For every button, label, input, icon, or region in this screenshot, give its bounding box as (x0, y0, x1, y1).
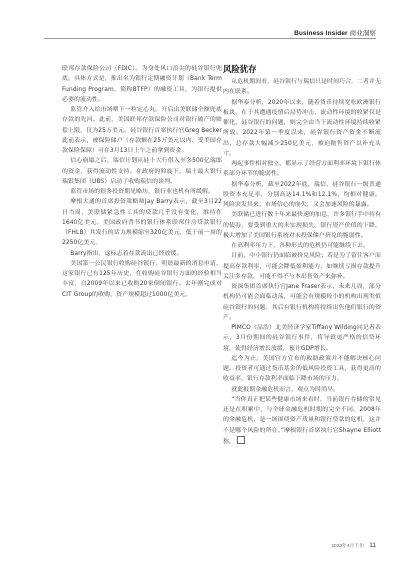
body-paragraph: 目前，中小银行仍面临被挤兑风险；若是为了留住客户而提高存款利率，可能会降低盈利能力；如继续亏损存款提升关注多存款，可能不得不与本出售资产来弥补。 (223, 253, 381, 280)
body-paragraph: 监管介入给市场喂下一粒定心丸。开启由美联储全额兜底存款的先河。此前，美国联邦存款保险公司对银行破产的赔偿上限，仅为25万美元。硅谷银行首席执行官Greg Becker此前表示，被保险储户（存款额在25万美元以内、受美国存款保险保障）可在3月13日上午之前拿到资金。 (62, 107, 222, 154)
body-paragraph: 迄今为止，美国官方宣布的救助政策并不能解决核心问题。投资者可通过货币基金的低风险投资工具，获得更高的收益率，银行存款利率面临下降市场的压力。 (223, 355, 381, 383)
issue-date: 2023年4月下旬 (331, 544, 364, 549)
left-column (62, 64, 222, 544)
body-paragraph: 监管市场的很多投资期见略坊，银行业也机有所缓解。 (70, 189, 215, 195)
section-label (294, 28, 376, 37)
page-number: 11 (369, 542, 376, 549)
body-paragraph: 摩根大通的首席投资策略师Jay Barry表示，截至3月22日当周，美联储紧急性工具的贷款几乎没有变化，维持在1640亿美元。美国政府背书的银行体系联邦住房贷款银行（FHLB）其发行的话力规模缩至320亿美元，低于前一周的2250亿美元。 (62, 199, 222, 247)
page-footer (331, 542, 376, 549)
body-paragraph: 联邦存款保险公司（FDIC）。为身处风口浪尖的硅谷银行兜底。具体方式是，推出名为银行定期融资计划（Bank Term Funding Program，简称BTFP）的融资工具，为银行提供必要的流动性。 (62, 66, 222, 103)
body-paragraph: 美联储已进行数十年来最快速的加息，许多银行手中持有的债券，要受到重大的未实现损失。银行资产价值的下降，极大增加了美国银行系统对未投保储户挤兑的脆弱性。 (223, 212, 381, 239)
body-paragraph: 资深集团首席执行官Jane Fraser表示，未来几周，部分机构仍可能会面临动荡，可能会有规模较小的机构出现类似硅谷银行的问题。其后有银行机构将持续出售他们银行的资产。 (223, 284, 381, 321)
section-heading: 风险犹存 (223, 64, 257, 74)
body-paragraph (223, 395, 381, 447)
body-paragraph: 在高利率压力下，各种形式的危机仍可能继续下去。 (231, 243, 370, 249)
body-paragraph: 两起事件相对独立，都显示了经营方面利率环境下银行体系部分环节的脆弱性。 (223, 161, 381, 178)
closing-paragraph-text: “当你真正把某些健康市场来看时，当前银行存储的常见还是在积累中，与全球金融危机时期的完全不同。2008年的金融危机，是一场围绕资产质量和银行贷款的危机，这并不是哪个风险的所在。”摩根银行首席执行官Shayne Elliott称。 (223, 396, 381, 445)
body-paragraph: Barry指出，这标志着存款流出已经放缓。 (70, 250, 183, 257)
body-paragraph: 美国第一公民银行收购硅谷银行，明晨最新的消息申请，这家银行已有125年历史，在收购硅谷银行方面的经验相当丰富，自2009年以来已收购20家倒闭银行。去年刚完成对CIT Group的收购，资产规模超过1000亿美元。 (62, 260, 222, 298)
header-rule (44, 38, 376, 39)
body-paragraph: 从危机期间看，硅谷银行与瑞信只是时间巧合，二者并无内在联系。 (223, 79, 381, 96)
body-paragraph: 就此报期金融危机而言，观点为时尚早。 (231, 386, 340, 393)
magazine-brand: Business Insider (294, 30, 348, 37)
body-paragraph: 据华泰分析，2020年以来，随着货币持续宽松欧洲银行板块，在于其遭遇疫情后局势冲击、流动性环境的收紧仅是催化，硅谷银行的问题，则完全由当下流动性环境持续收紧所致。2022年第一季度以来，硅谷银行资产资金不断流出，总存款大幅减少250亿美元，被迫抛售资产以补充头寸。 (223, 99, 381, 157)
section-name: 商业洞察 (349, 30, 376, 37)
article-end-icon (237, 436, 245, 444)
page-header (0, 0, 420, 40)
right-column (223, 64, 381, 544)
body-paragraph: 据华泰分析，截至2022年底，瑞信、硅谷银行一级普通股资本充足率，分别高达14.1%和12.1%，均相对健康。风险突发其来，市场信心的崩失，又会加速风险的暴露。 (223, 181, 381, 208)
body-paragraph: 信心崩塌之后，瑞信计划从硅十大行借入至多500亿瑞郎的资金，获得流动性支持。在政府的斡旋下，瑞士最大银行瑞银集团（UBS）启动了收购瑞信的谈判。 (62, 158, 222, 185)
body-paragraph: PIMCO（品浩）北美经济学家Tiffany Wilding同记者表示，3月份期间的硅谷银行事件，将导致更严格的信贷环境，使得经济增长放缓，预计GDP增长。 (223, 325, 381, 352)
